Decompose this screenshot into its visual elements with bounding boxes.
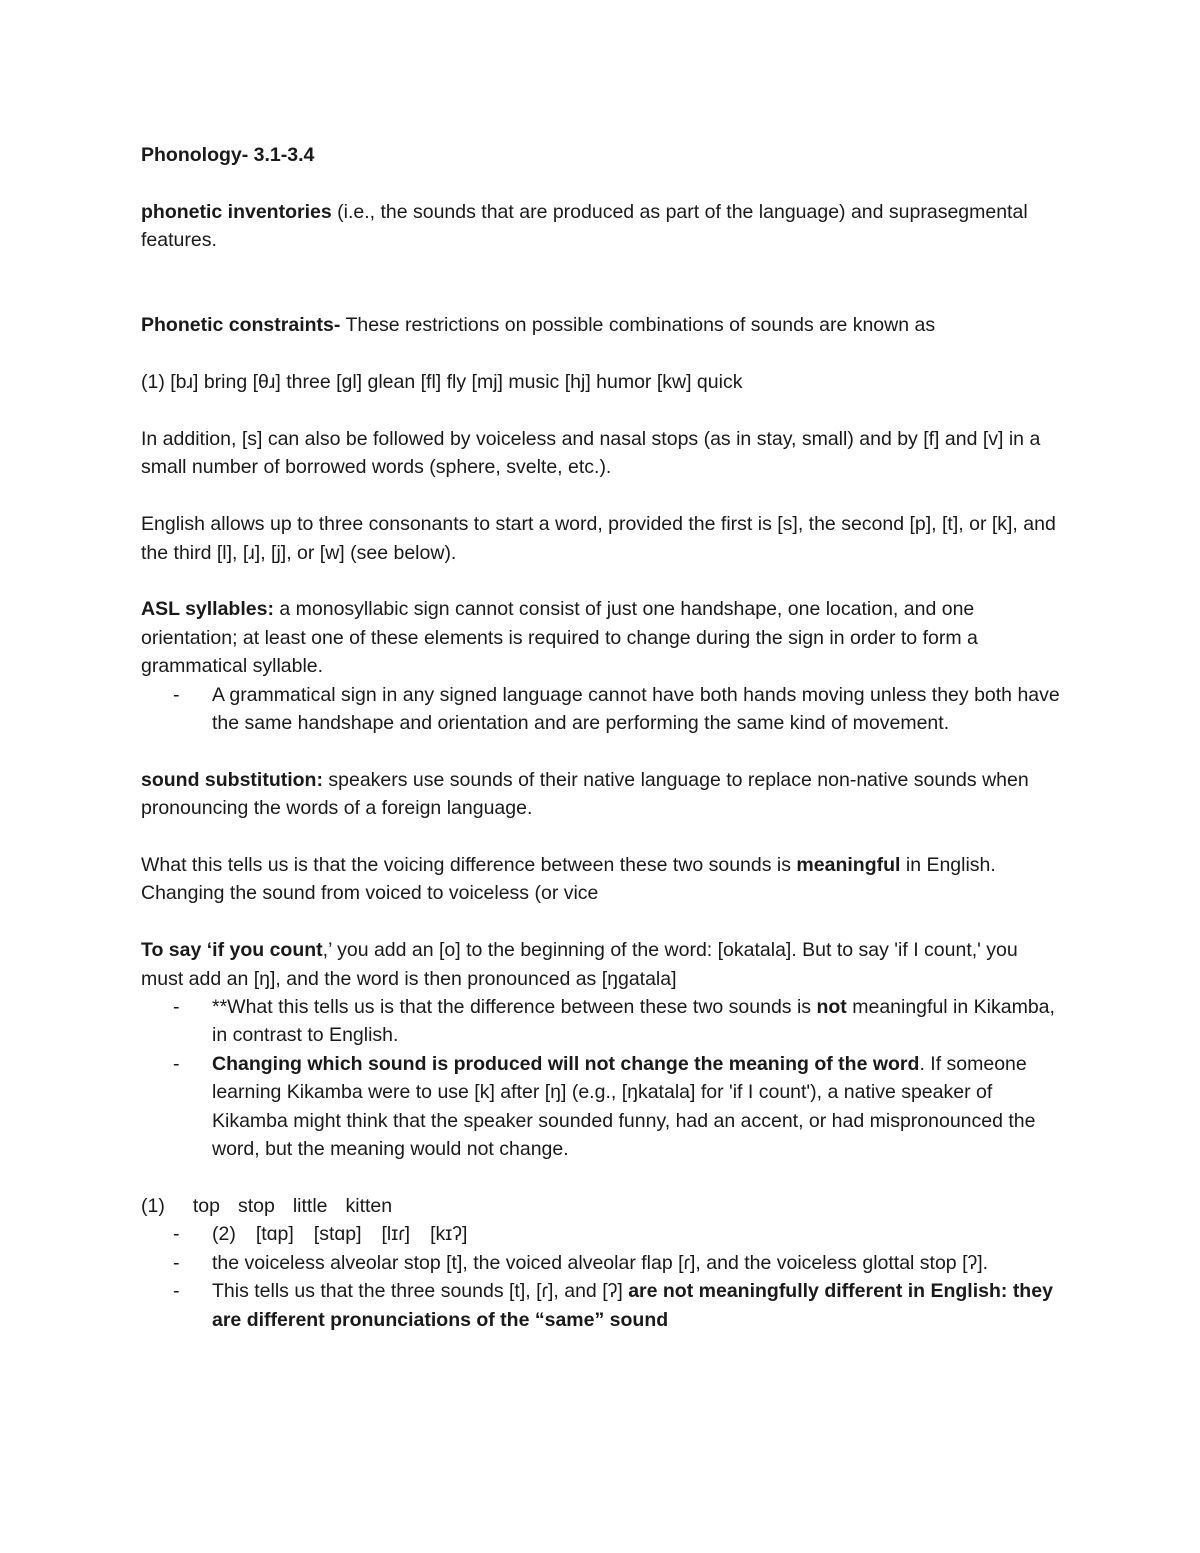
- list-item: [141, 993, 1061, 1050]
- asl-syllables-text: a monosyllabic sign cannot consist of just one handshape, one location, and one orientation; at least one of these elements is required to change during the sign in order to form a grammatical syllable.: [141, 598, 978, 678]
- bullet-bold: not: [816, 996, 847, 1019]
- example-words-row: [141, 1192, 1061, 1220]
- voicing-bold: meaningful: [796, 854, 901, 877]
- document-page: [141, 141, 1061, 1334]
- list-item: [141, 1220, 1061, 1248]
- bullet-text: . If someone learning Kikamba were to use [k] after [ŋ] (e.g., [ŋkatala] for 'if I count'), a native speaker of Kikamba might think that the speaker sounded funny, had an accent, or had mispronounced the word, but the meaning would not change.: [212, 1052, 1036, 1161]
- bullet-text: meaningful in Kikamba, in contrast to English.: [212, 996, 1055, 1047]
- kikamba-text: ,’ you add an [o] to the beginning of the word: [okatala]. But to say 'if I count,' you must add an [ŋ], and the word is then pronounced as [ŋgatala]: [141, 939, 1018, 990]
- phonetic-constraints-text: These restrictions on possible combinations of sounds are known as: [340, 314, 936, 337]
- allophone-bullet-list: [141, 1220, 1061, 1334]
- sound-substitution-text: speakers use sounds of their native language to replace non-native sounds when pronouncing the words of a foreign language.: [141, 768, 1029, 820]
- page-title: Phonology- 3.1-3.4: [141, 144, 315, 166]
- term-asl-syllables: ASL syllables:: [141, 598, 274, 621]
- voicing-text-pre: What this tells us is that the voicing difference between these two sounds is: [141, 854, 797, 877]
- bullet-bold: are not meaningfully different in English: they are different pronunciations of the “same” sound: [212, 1280, 1053, 1331]
- kikamba-bullet-list: [141, 993, 1061, 1163]
- transcription: [stɑp]: [313, 1223, 362, 1246]
- transcription: [tɑp]: [255, 1223, 294, 1246]
- transcription: [lɪɾ]: [381, 1223, 411, 1246]
- paragraph-sound-substitution: [141, 766, 1061, 823]
- term-sound-substitution: sound substitution:: [141, 768, 323, 791]
- paragraph-phonetic-constraints: [141, 311, 1061, 339]
- term-phonetic-constraints: Phonetic constraints-: [141, 314, 341, 337]
- paragraph-voicing-difference: [141, 851, 1061, 908]
- paragraph-s-clusters: In addition, [s] can also be followed by voiceless and nasal stops (as in stay, small) and by [f] and [v] in a small number of borrowed words (sphere, svelte, etc.).: [141, 428, 1041, 479]
- voicing-text-post: in English. Changing the sound from voiced to voiceless (or vice: [141, 854, 996, 905]
- term-phonetic-inventories: phonetic inventories: [141, 200, 332, 223]
- bullet-text: **What this tells us is that the difference between these two sounds is: [212, 996, 817, 1019]
- transcription: [kɪʔ]: [430, 1223, 468, 1246]
- example-word: top: [192, 1194, 220, 1217]
- paragraph-phonetic-inventories: [141, 198, 1061, 255]
- example-word: kitten: [345, 1194, 393, 1217]
- list-item: [141, 1277, 1061, 1334]
- paragraph-kikamba: [141, 936, 1061, 993]
- list-item: - A grammatical sign in any signed language cannot have both hands moving unless they both have the same handshape and orientation and are performing the same kind of movement.: [141, 681, 1061, 738]
- example-word: little: [292, 1194, 328, 1217]
- example-consonant-clusters: (1) [bɹ] bring [θɹ] three [gl] glean [fl] fly [mj] music [hj] humor [kw] quick: [141, 371, 743, 394]
- asl-bullet-list: [141, 681, 1061, 738]
- term-if-you-count: To say ‘if you count: [141, 939, 323, 962]
- paragraph-three-consonants: English allows up to three consonants to start a word, provided the first is [s], the second [p], [t], or [k], and the third [l], [ɹ], [j], or [w] (see below).: [141, 513, 1056, 564]
- bullet-bold: Changing which sound is produced will not change the meaning of the word: [212, 1052, 920, 1075]
- example-number: (2): [212, 1223, 236, 1246]
- paragraph-asl-syllables: [141, 595, 1061, 680]
- example-word: stop: [237, 1194, 275, 1217]
- list-item: - the voiceless alveolar stop [t], the voiced alveolar flap [ɾ], and the voiceless glottal stop [ʔ].: [141, 1249, 1061, 1277]
- example-number: (1): [141, 1194, 165, 1217]
- bullet-text: This tells us that the three sounds [t], [ɾ], and [ʔ]: [212, 1280, 629, 1303]
- list-item: [141, 1050, 1061, 1164]
- phonetic-inventories-text: (i.e., the sounds that are produced as part of the language) and suprasegmental features.: [141, 200, 1028, 252]
